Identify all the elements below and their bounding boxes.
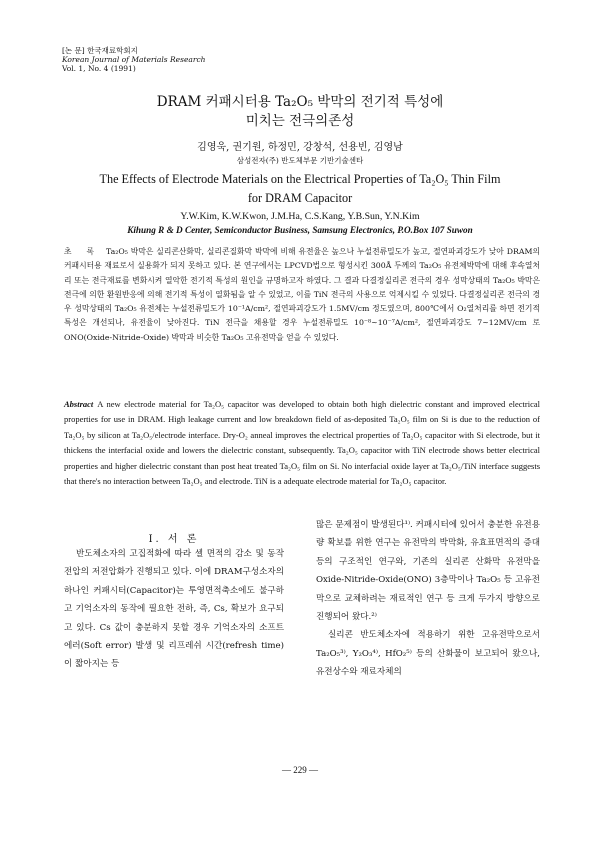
section-heading-introduction: I. 서 론 (148, 534, 200, 545)
authors-en: Y.W.Kim, K.W.Kwon, J.M.Ha, C.S.Kang, Y.B.Sun, Y.N.Kim (180, 211, 420, 222)
paper-title-en-line1: The Effects of Electrode Materials on the Electrical Properties of Ta₂O₅ Thin Film (99, 172, 501, 186)
affiliation-en: Kihung R & D Center, Semiconductor Business, Samsung Electronics, P.O.Box 107 Suwon (127, 225, 473, 235)
paper-title-ko-line1: DRAM 커패시터용 Ta₂O₅ 박막의 전기적 특성에 (156, 94, 444, 110)
journal-name-ko: [논 문] 한국재료학회지 (62, 46, 138, 55)
body-column-left (64, 545, 284, 674)
abstract-en-label: Abstract (64, 399, 94, 409)
journal-name-en: Korean Journal of Materials Research (62, 55, 206, 64)
page-number: — 229 — (282, 765, 318, 775)
abstract-ko-label: 초 록 (64, 247, 100, 256)
authors-ko: 김영욱, 권기원, 하정민, 강창석, 선용빈, 김영남 (197, 142, 403, 153)
paper-title-en (0, 170, 600, 208)
journal-volume: Vol. 1, No. 4 (1991) (62, 64, 136, 73)
abstract-ko-text: Ta₂O₅ 박막은 실리콘산화막, 실리콘질화막 박막에 비해 유전율은 높으나 누설전류밀도가 높고, 절연파괴강도가 낮아 DRAM의 커패시터용 재료로서 실용화가 되지 못하고 있다. 본 연구에서는 LPCVD법으로 형성시킨 300Å 두께의 Ta₂O₅ 유전체박막에 대해 후속열처리 또는 전극재료를 변화시켜 열악한 전기적 특성의 원인을 규명하고자 하였다. 그 결과 다결정실리콘 전극의 경우 성막상태의 Ta₂O₅ 박막은 전극에 의한 환원반응에 의해 전기적 특성이 열화됨을 알 수 있었고, 이를 TiN 전극의 사용으로 억제시킬 수 있었다. 다결정실리콘 전극의 경우 성막상태의 Ta₂O₅ 유전체는 누설전류밀도가 10⁻¹A/cm², 절연파괴강도가 1.5MV/cm 정도였으며, 800℃에서 O₂열처리를 하면 전기적 특성은 개선되나, 유전율이 낮아진다. TiN 전극을 채용할 경우 누설전류밀도 10⁻⁸~10⁻⁷A/cm², 절연파괴강도 7~12MV/cm 로 ONO(Oxide-Nitride-Oxide) 박막과 비슷한 Ta₂O₅ 고유전막을 얻을 수 있었다. (64, 247, 540, 342)
body-paragraph: 실리콘 반도체소자에 적용하기 위한 고유전막으로서 Ta₂O₅³⁾, Y₂O₃⁴⁾, HfO₂⁵⁾ 등의 산화물이 보고되어 왔으나, 유전상수와 재료자체의 (316, 630, 540, 678)
paper-title-ko (0, 93, 600, 131)
affiliation-ko: 삼성전자(주) 반도체부문 기반기술센타 (236, 156, 364, 165)
paper-title-en-line2: for DRAM Capacitor (247, 191, 353, 205)
paper-title-ko-line2: 미치는 전극의존성 (245, 113, 355, 129)
journal-header (62, 46, 205, 73)
body-paragraph: 반도체소자의 고집적화에 따라 셀 면적의 감소 및 동작전압의 저전압화가 진행되고 있다. 이에 DRAM구성소자의 하나인 커패시터(Capacitor)는 투영면적축소에도 불구하고 기억소자의 동작에 필요한 전하, 즉, Cs, 확보가 요구되고 있다. Cs 값이 충분하지 못할 경우 기억소자의 소프트 에러(Soft error) 발생 및 리프레쉬 시간(refresh time)이 짧아지는 등 (64, 549, 284, 670)
body-paragraph: 많은 문제점이 발생된다¹⁾. 커패시터에 있어서 충분한 유전용량 확보를 위한 연구는 유전막의 박막화, 유효표면적의 증대 등의 구조적인 연구와, 기존의 실리콘 산화막 유전막을 Oxide-Nitride-Oxide(ONO) 3층막이나 Ta₂O₅ 등 고유전막으로 교체하려는 재료적인 연구 등 크게 두가지 방향으로 진행되어 왔다.²⁾ (316, 520, 540, 623)
abstract-ko (64, 245, 540, 345)
abstract-en (64, 397, 540, 489)
abstract-en-text: A new electrode material for Ta₂O₅ capacitor was developed to obtain both high dielectric constant and improved electrical properties for use in DRAM. High leakage current and low breakdown field of as-deposited Ta₂O₅ film on Si is due to the reduction of Ta₂O₅ by silicon at Ta₂O₅/electrode interface. Dry-O₂ anneal improves the electrical properties of Ta₂O₅ capacitor with Si electrode, but it thickens the interfacial oxide and lowers the dielectric constant, subsequently. Ta₂O₅ capacitor with TiN electrode shows better electrical properties and higher dielectric constant than post heat treated Ta₂O₅ film on Si. No interfacial oxide layer at Ta₂O₅/TiN interface suggests that there's no interaction between Ta₂O₅ and electrode. TiN is a adequate electrode material for Ta₂O₅ capacitor. (64, 399, 540, 487)
body-column-right (316, 516, 540, 682)
